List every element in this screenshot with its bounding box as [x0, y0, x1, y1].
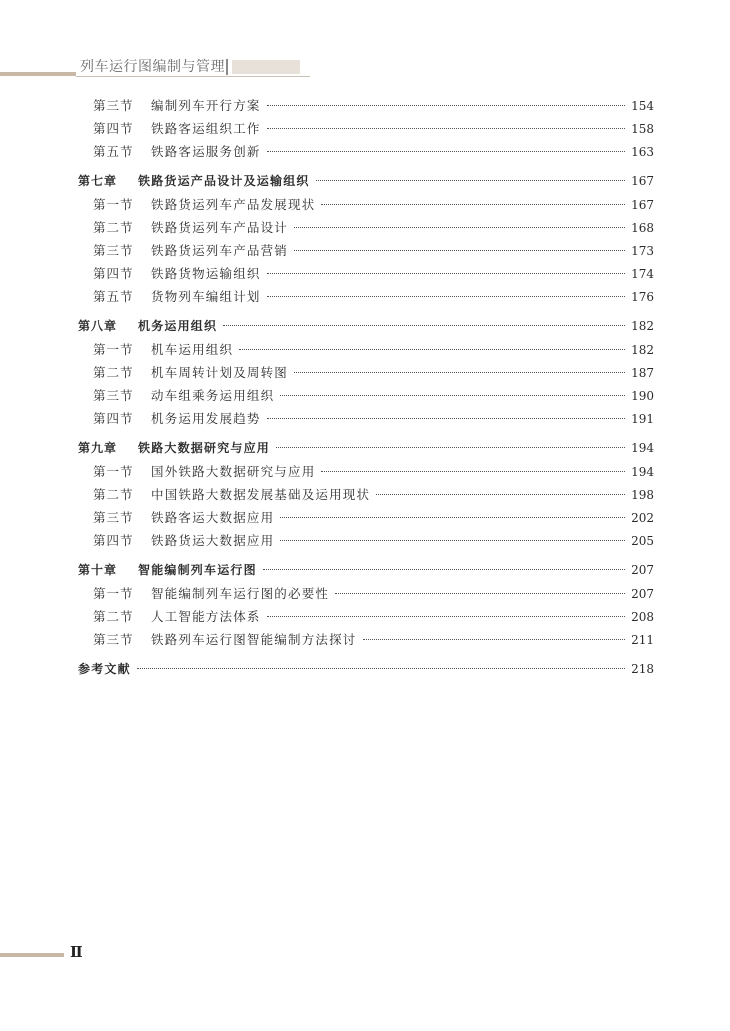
- header-divider: [226, 59, 228, 75]
- toc-entry-title: 铁路货物运输组织: [151, 266, 261, 281]
- toc-entry-title: 铁路货运列车产品营销: [151, 243, 289, 258]
- toc-entry-number: 第四节: [93, 121, 134, 136]
- toc-entry-number: 第三节: [93, 98, 134, 113]
- toc-entry-number: 第三节: [93, 632, 134, 647]
- toc-entry-page: 194: [631, 441, 654, 455]
- dot-leader: [316, 180, 625, 181]
- toc-entry-page: 211: [631, 633, 654, 647]
- toc-section-entry[interactable]: [78, 483, 654, 506]
- toc-entry-number: 第九章: [78, 441, 118, 455]
- dot-leader: [363, 639, 626, 640]
- dot-leader: [137, 668, 625, 669]
- toc-entry-number: 第五节: [93, 289, 134, 304]
- toc-entry-title: 动车组乘务运用组织: [151, 388, 275, 403]
- toc-entry-title: 编制列车开行方案: [151, 98, 261, 113]
- toc-section-entry[interactable]: [78, 460, 654, 483]
- dot-leader: [267, 151, 625, 152]
- toc-entry-number: 第四节: [93, 533, 134, 548]
- toc-entry-page: 182: [631, 319, 654, 333]
- toc-entry-number: 第三节: [93, 510, 134, 525]
- toc-entry-title: 智能编制列车运行图: [138, 563, 257, 577]
- toc-entry-title: 铁路货运列车产品发展现状: [151, 197, 316, 212]
- toc-entry-page: 205: [631, 534, 654, 548]
- toc-entry-number: 第二节: [93, 365, 134, 380]
- toc-entry-page: 194: [631, 465, 654, 479]
- toc-entry-number: 第三节: [93, 388, 134, 403]
- toc-section-entry[interactable]: [78, 407, 654, 430]
- toc-section-entry[interactable]: [78, 582, 654, 605]
- dot-leader: [267, 128, 625, 129]
- toc-entry-title: 铁路货运产品设计及运输组织: [138, 174, 310, 188]
- table-of-contents: [78, 94, 654, 681]
- toc-entry-title: 铁路货运大数据应用: [151, 533, 275, 548]
- toc-entry-number: 第四节: [93, 411, 134, 426]
- toc-entry-page: 198: [631, 488, 654, 502]
- toc-entry-number: 第一节: [93, 586, 134, 601]
- toc-entry-page: 174: [631, 267, 654, 281]
- header-decoration-block: [232, 60, 300, 74]
- toc-entry-title: 机务运用发展趋势: [151, 411, 261, 426]
- header-accent-bar: [0, 72, 76, 76]
- dot-leader: [267, 105, 625, 106]
- toc-entry-number: 第二节: [93, 487, 134, 502]
- toc-chapter-entry[interactable]: [78, 658, 654, 681]
- toc-section-entry[interactable]: [78, 239, 654, 262]
- dot-leader: [263, 569, 625, 570]
- toc-entry-number: 第二节: [93, 609, 134, 624]
- dot-leader: [280, 517, 625, 518]
- dot-leader: [280, 540, 625, 541]
- toc-section-entry[interactable]: [78, 338, 654, 361]
- toc-entry-page: 190: [631, 389, 654, 403]
- toc-entry-number: 第一节: [93, 464, 134, 479]
- dot-leader: [267, 616, 625, 617]
- dot-leader: [276, 447, 625, 448]
- running-header: [0, 58, 730, 78]
- dot-leader: [294, 250, 625, 251]
- book-title: 列车运行图编制与管理: [80, 59, 225, 75]
- dot-leader: [267, 273, 625, 274]
- toc-entry-page: 158: [631, 122, 654, 136]
- toc-section-entry[interactable]: [78, 506, 654, 529]
- toc-section-entry[interactable]: [78, 94, 654, 117]
- toc-section-entry[interactable]: [78, 193, 654, 216]
- toc-entry-number: 第三节: [93, 243, 134, 258]
- toc-entry-page: 207: [631, 563, 654, 577]
- toc-entry-page: 154: [631, 99, 654, 113]
- toc-chapter-entry[interactable]: [78, 315, 654, 338]
- toc-entry-number: 第一节: [93, 197, 134, 212]
- toc-entry-number: 第七章: [78, 174, 118, 188]
- toc-entry-page: 202: [631, 511, 654, 525]
- toc-entry-title: 智能编制列车运行图的必要性: [151, 586, 330, 601]
- toc-chapter-entry[interactable]: [78, 437, 654, 460]
- toc-entry-title: 参考文献: [78, 662, 131, 676]
- dot-leader: [321, 471, 625, 472]
- toc-entry-number: 第四节: [93, 266, 134, 281]
- toc-section-entry[interactable]: [78, 117, 654, 140]
- dot-leader: [223, 325, 625, 326]
- toc-section-entry[interactable]: [78, 285, 654, 308]
- toc-entry-title: 机务运用组织: [138, 319, 218, 333]
- toc-entry-page: 208: [631, 610, 654, 624]
- toc-entry-title: 铁路客运组织工作: [151, 121, 261, 136]
- dot-leader: [280, 395, 625, 396]
- toc-entry-page: 173: [631, 244, 654, 258]
- toc-entry-page: 163: [631, 145, 654, 159]
- toc-section-entry[interactable]: [78, 361, 654, 384]
- toc-entry-page: 187: [631, 366, 654, 380]
- toc-entry-title: 铁路列车运行图智能编制方法探讨: [151, 632, 357, 647]
- toc-entry-page: 218: [631, 662, 654, 676]
- toc-entry-number: 第十章: [78, 563, 118, 577]
- dot-leader: [376, 494, 625, 495]
- dot-leader: [294, 372, 625, 373]
- toc-section-entry[interactable]: [78, 216, 654, 239]
- toc-entry-title: 铁路大数据研究与应用: [138, 441, 271, 455]
- toc-entry-number: 第五节: [93, 144, 134, 159]
- toc-entry-page: 168: [631, 221, 654, 235]
- toc-entry-title: 铁路货运列车产品设计: [151, 220, 289, 235]
- toc-entry-number: 第一节: [93, 342, 134, 357]
- toc-entry-page: 207: [631, 587, 654, 601]
- dot-leader: [321, 204, 625, 205]
- toc-entry-page: 167: [631, 198, 654, 212]
- header-rule: [76, 76, 310, 77]
- dot-leader: [239, 349, 625, 350]
- toc-entry-title: 机车运用组织: [151, 342, 234, 357]
- toc-section-entry[interactable]: [78, 262, 654, 285]
- toc-entry-title: 铁路客运大数据应用: [151, 510, 275, 525]
- dot-leader: [267, 418, 625, 419]
- toc-entry-number: 第八章: [78, 319, 118, 333]
- toc-section-entry[interactable]: [78, 628, 654, 651]
- toc-entry-title: 货物列车编组计划: [151, 289, 261, 304]
- toc-chapter-entry[interactable]: [78, 170, 654, 193]
- dot-leader: [294, 227, 625, 228]
- toc-section-entry[interactable]: [78, 605, 654, 628]
- dot-leader: [267, 296, 625, 297]
- toc-entry-title: 国外铁路大数据研究与应用: [151, 464, 316, 479]
- footer-accent-bar: [0, 953, 64, 957]
- toc-section-entry[interactable]: [78, 529, 654, 552]
- toc-entry-title: 人工智能方法体系: [151, 609, 261, 624]
- toc-entry-title: 铁路客运服务创新: [151, 144, 261, 159]
- toc-entry-page: 176: [631, 290, 654, 304]
- toc-entry-page: 182: [631, 343, 654, 357]
- toc-entry-title: 中国铁路大数据发展基础及运用现状: [151, 487, 371, 502]
- toc-section-entry[interactable]: [78, 140, 654, 163]
- toc-chapter-entry[interactable]: [78, 559, 654, 582]
- toc-entry-title: 机车周转计划及周转图: [151, 365, 289, 380]
- toc-entry-page: 167: [631, 174, 654, 188]
- toc-entry-page: 191: [631, 412, 654, 426]
- toc-section-entry[interactable]: [78, 384, 654, 407]
- dot-leader: [335, 593, 625, 594]
- page-number: Ⅱ: [70, 943, 83, 961]
- toc-entry-number: 第二节: [93, 220, 134, 235]
